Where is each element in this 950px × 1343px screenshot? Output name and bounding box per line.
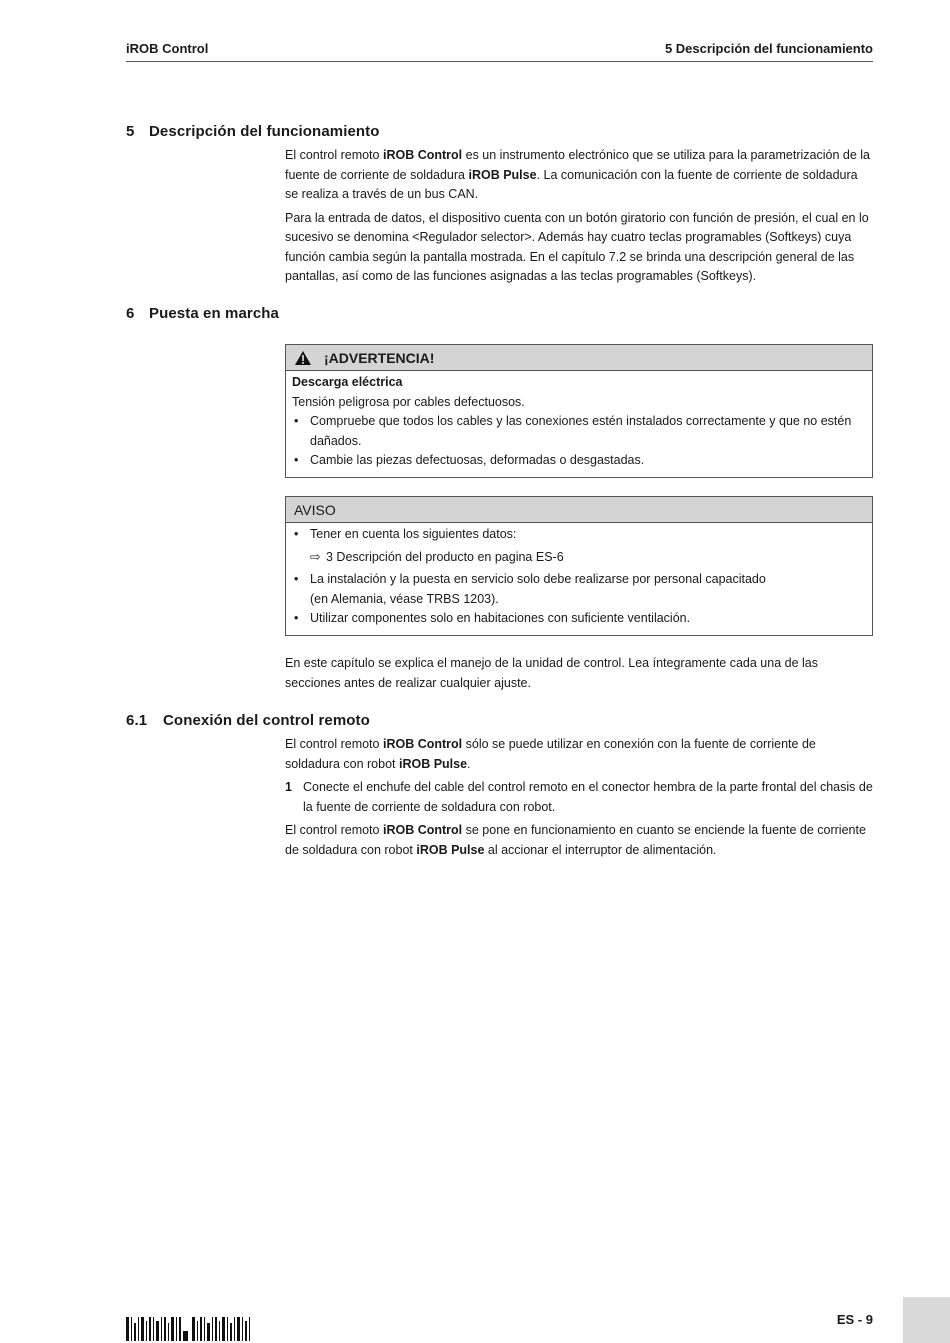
section-5-heading [126,123,380,140]
section-number: 6.1 [126,712,148,729]
warning-box [285,344,873,478]
notice-title-bar [286,497,872,523]
list-item: • Compruebe que todos los cables y las conexiones estén instalados correctamente y que no estén dañados. [292,412,864,451]
paragraph: Para la entrada de datos, el dispositivo cuenta con un botón giratorio con función de presión, el cual en lo sucesivo se denomina <Regulador selector>. Además hay cuatro teclas programables (Softkeys) cuya función cambia según la pantalla mostrada. En el capítulo 7.2 se brinda una descripción general de las pantallas, así como de las funciones asignadas a las teclas programables (Softkeys). [285,210,869,283]
section-number: 6 [126,305,135,322]
page-number: ES - 9 [836,1312,873,1327]
page-tab-marker [903,1297,950,1343]
paragraph: El control remoto iROB Control es un instrumento electrónico que se utiliza para la parametrización de la fuente de corriente de soldadura iROB Pulse. La comunicación con la fuente de corriente de soldadura se realiza a través de un bus CAN. [285,148,871,201]
header-product-name: iROB Control [126,41,209,56]
notice-content [286,523,872,635]
document-barcode [126,1315,278,1341]
list-item: • Cambie las piezas defectuosas, deformadas o desgastadas. [292,451,864,471]
paragraph: En este capítulo se explica el manejo de la unidad de control. Lea íntegramente cada una de las secciones antes de realizar cualquier ajuste. [285,656,818,690]
warning-triangle-icon [294,348,312,374]
instruction-step [285,778,873,817]
arrow-right-icon: ⇨ [310,549,321,564]
warning-text: Tensión peligrosa por cables defectuosos. [292,394,525,409]
cross-reference[interactable] [292,548,864,568]
step-number: 1 [285,780,292,794]
section-5-body [285,146,873,291]
section-title: Descripción del funcionamiento [149,123,380,140]
section-number: 5 [126,123,135,140]
notice-box [285,496,873,636]
section-6-body [285,654,873,697]
list-item: • Tener en cuenta los siguientes datos: [292,525,864,545]
paragraph: El control remoto iROB Control se pone en funcionamiento en cuanto se enciende la fuente de corriente de soldadura con robot iROB Pulse al accionar el interruptor de alimentación. [285,823,866,857]
list-item: • Utilizar componentes solo en habitaciones con suficiente ventilación. [292,609,864,629]
section-6-heading [126,305,279,322]
warning-heading: Descarga eléctrica [292,375,403,389]
section-title: Conexión del control remoto [163,712,370,729]
section-title: Puesta en marcha [149,305,279,322]
section-6-1-heading [126,712,370,729]
section-6-1-body [285,735,873,864]
header-chapter-title: 5 Descripción del funcionamiento [664,41,873,56]
warning-title-bar [286,345,872,371]
cross-reference-text: 3 Descripción del producto en pagina ES-6 [326,549,564,564]
paragraph: El control remoto iROB Control sólo se puede utilizar en conexión con la fuente de corriente de soldadura con robot iROB Pulse. [285,737,816,771]
step-text: Conecte el enchufe del cable del control remoto en el conector hembra de la parte frontal del chasis de la fuente de corriente de soldadura con robot. [303,780,873,814]
page-header [126,40,873,62]
warning-title: ¡ADVERTENCIA! [324,350,435,366]
warning-content [286,371,872,477]
notice-title: AVISO [294,502,336,518]
list-item: • La instalación y la puesta en servicio solo debe realizarse por personal capacitado (en Alemania, véase TRBS 1203). [292,570,864,609]
